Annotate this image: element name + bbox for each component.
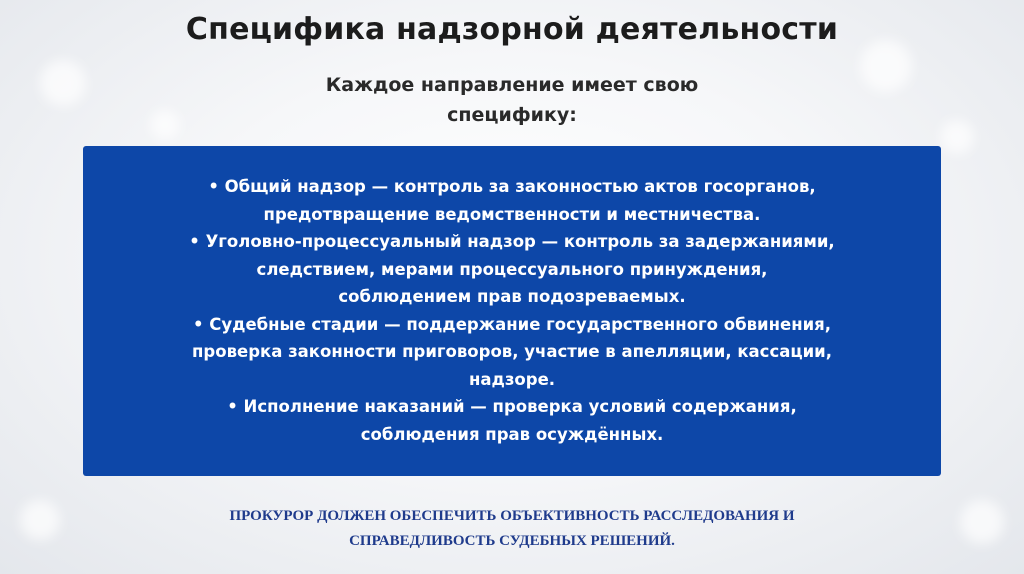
content-box <box>83 146 941 476</box>
content-line: • Уголовно-процессуальный надзор — контроль за задержаниями, <box>189 232 835 251</box>
slide-subtitle <box>262 70 762 130</box>
content-line: предотвращение ведомственности и местничества. <box>263 204 761 224</box>
background-bokeh <box>150 110 180 140</box>
content-line: • Судебные стадии — поддержание государственного обвинения, <box>192 314 832 334</box>
footer-line: СПРАВЕДЛИВОСТЬ СУДЕБНЫХ РЕШЕНИЙ. <box>349 533 675 549</box>
background-bokeh <box>40 60 86 106</box>
slide-title: Специфика надзорной деятельности <box>185 12 839 47</box>
subtitle-line: Каждое направление имеет свою <box>325 74 699 96</box>
content-line: надзоре. <box>468 369 556 389</box>
content-line: следствием, мерами процессуального принуждения, <box>256 259 768 279</box>
content-line: соблюдения прав осуждённых. <box>360 424 664 444</box>
content-line: • Общий надзор — контроль за законностью актов госорганов, <box>208 177 816 196</box>
background-bokeh <box>860 40 912 92</box>
content-line: соблюдением прав подозреваемых. <box>338 287 686 306</box>
footer-note <box>0 504 1024 554</box>
footer-line: ПРОКУРОР ДОЛЖЕН ОБЕСПЕЧИТЬ ОБЪЕКТИВНОСТЬ РАССЛЕДОВАНИЯ И <box>229 508 795 524</box>
subtitle-line: специфику: <box>447 104 577 126</box>
content-line: проверка законности приговоров, участие в апелляции, кассации, <box>192 342 832 361</box>
content-line: • Исполнение наказаний — проверка условий содержания, <box>227 397 797 416</box>
background-bokeh <box>940 120 974 154</box>
